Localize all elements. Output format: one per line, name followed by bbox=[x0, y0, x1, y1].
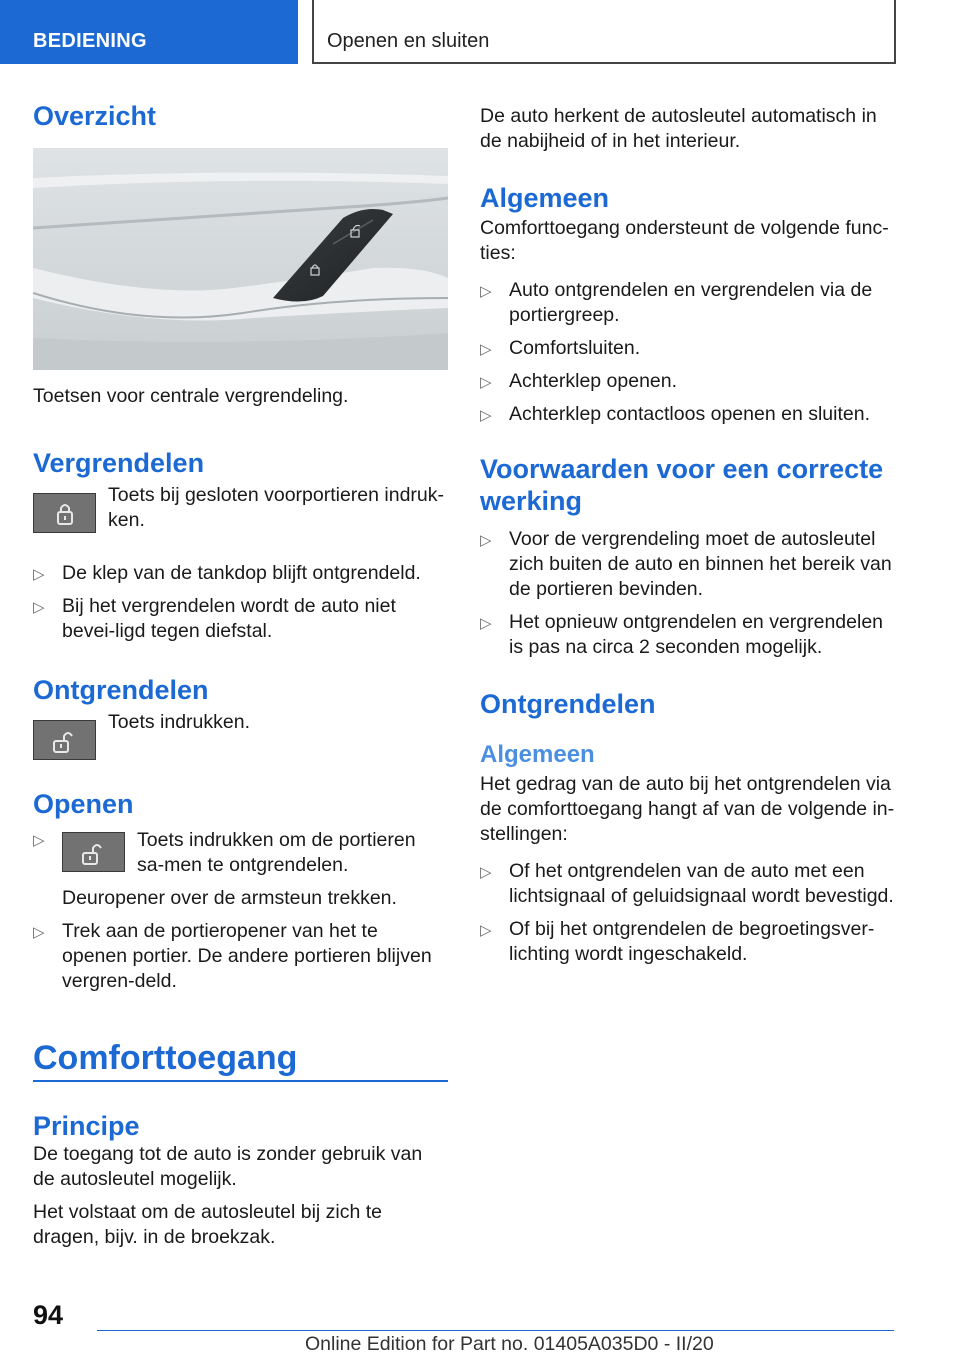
principe-heading: Principe bbox=[33, 1111, 140, 1141]
vergrendelen-key-row bbox=[33, 484, 448, 549]
header-section-label: BEDIENING bbox=[33, 30, 147, 52]
list-item: ▷ Comfortsluiten. bbox=[480, 336, 900, 361]
header-title-box bbox=[312, 0, 896, 64]
comforttoegang-heading: Comforttoegang bbox=[33, 1039, 298, 1077]
footer-edition: Online Edition for Part no. 01405A035D0 - II/20 bbox=[305, 1333, 714, 1355]
list-item: ▷ Auto ontgrendelen en vergrendelen via de portiergreep. bbox=[480, 279, 873, 326]
vergrendelen-heading: Vergrendelen bbox=[33, 448, 205, 478]
principe-paragraph-2: Het volstaat om de autosleutel bij zich te dragen, bijv. in de broekzak. bbox=[33, 1201, 383, 1248]
lock-open-icon bbox=[63, 833, 126, 873]
triangle-bullet-icon: ▷ bbox=[480, 864, 492, 881]
page-number: 94 bbox=[33, 1300, 64, 1330]
openen-heading: Openen bbox=[33, 789, 134, 819]
unlock-key bbox=[33, 720, 96, 760]
triangle-bullet-icon: ▷ bbox=[480, 407, 492, 424]
ontgrendelen-heading: Ontgrendelen bbox=[33, 675, 209, 705]
algemeen-text: Comforttoegang ondersteunt de volgende func-ties: bbox=[480, 217, 889, 264]
list-item: ▷ Achterklep contactloos openen en sluiten. bbox=[480, 402, 900, 427]
vergrendelen-text: Toets bij gesloten voorportieren indruk-ken. bbox=[108, 484, 445, 531]
ontgrendelen-text: Toets indrukken. bbox=[108, 711, 250, 733]
openen-bullet-text: Toets indrukken om de portieren sa-men te ontgrendelen. bbox=[137, 829, 416, 876]
principe-paragraph-1: De toegang tot de auto is zonder gebruik van de autosleutel mogelijk. bbox=[33, 1143, 423, 1190]
triangle-bullet-icon: ▷ bbox=[480, 341, 492, 358]
triangle-bullet-icon: ▷ bbox=[33, 924, 45, 941]
triangle-bullet-icon: ▷ bbox=[480, 532, 492, 549]
triangle-bullet-icon: ▷ bbox=[33, 566, 45, 583]
ontgrendelen-heading-right: Ontgrendelen bbox=[480, 689, 656, 719]
triangle-bullet-icon: ▷ bbox=[480, 922, 492, 939]
list-item: ▷ De klep van de tankdop blijft ontgrendeld. bbox=[33, 561, 448, 586]
algemeen-subheading: Algemeen bbox=[480, 741, 595, 768]
triangle-bullet-icon: ▷ bbox=[480, 374, 492, 391]
lock-open-icon bbox=[34, 721, 97, 761]
triangle-bullet-icon: ▷ bbox=[33, 599, 45, 616]
voorwaarden-heading: Voorwaarden voor een correcte werking bbox=[480, 454, 884, 516]
list-item: ▷ Of bij het ontgrendelen de begroetingsver-lichting wordt ingeschakeld. bbox=[480, 918, 875, 965]
overzicht-heading: Overzicht bbox=[33, 101, 157, 131]
door-handle-photo bbox=[33, 148, 448, 370]
footer-rule bbox=[97, 1330, 894, 1331]
header-title: Openen en sluiten bbox=[327, 30, 490, 52]
heading-rule bbox=[33, 1080, 448, 1082]
header-section-tab bbox=[0, 0, 298, 64]
intro-paragraph: De auto herkent de autosleutel automatisch in de nabijheid of in het interieur. bbox=[480, 105, 877, 152]
right-column bbox=[480, 100, 900, 967]
left-column bbox=[33, 100, 448, 1250]
algemeen-heading: Algemeen bbox=[480, 183, 610, 213]
list-item: ▷ Trek aan de portieropener van het te openen portier. De andere portieren blijven vergren-deld. bbox=[33, 920, 432, 992]
list-item: ▷ Achterklep openen. bbox=[480, 369, 900, 394]
ontgrendelen-key-row bbox=[33, 711, 448, 762]
lock-closed-icon bbox=[34, 494, 97, 534]
openen-sub-text: Deuropener over de armsteun trekken. bbox=[62, 887, 397, 909]
unlock-key bbox=[62, 832, 125, 872]
list-item: ▷ Of het ontgrendelen van de auto met een lichtsignaal of geluidsignaal wordt bevestigd. bbox=[480, 860, 894, 907]
triangle-bullet-icon: ▷ bbox=[480, 615, 492, 632]
list-item: ▷ Voor de vergrendeling moet de autosleutel zich buiten de auto en binnen het bereik van de portieren bevinden. bbox=[480, 528, 892, 600]
algemeen2-text: Het gedrag van de auto bij het ontgrendelen via de comforttoegang hangt af van de volgende in-stellingen: bbox=[480, 773, 895, 845]
triangle-bullet-icon: ▷ bbox=[480, 283, 492, 300]
list-item: ▷ Bij het vergrendelen wordt de auto niet bevei-ligd tegen diefstal. bbox=[33, 595, 396, 642]
lock-key bbox=[33, 493, 96, 533]
photo-caption: Toetsen voor centrale vergrendeling. bbox=[33, 385, 349, 407]
list-item: ▷ Het opnieuw ontgrendelen en vergrendelen is pas na circa 2 seconden mogelijk. bbox=[480, 611, 884, 658]
list-item bbox=[33, 830, 448, 880]
triangle-bullet-icon: ▷ bbox=[33, 832, 45, 849]
